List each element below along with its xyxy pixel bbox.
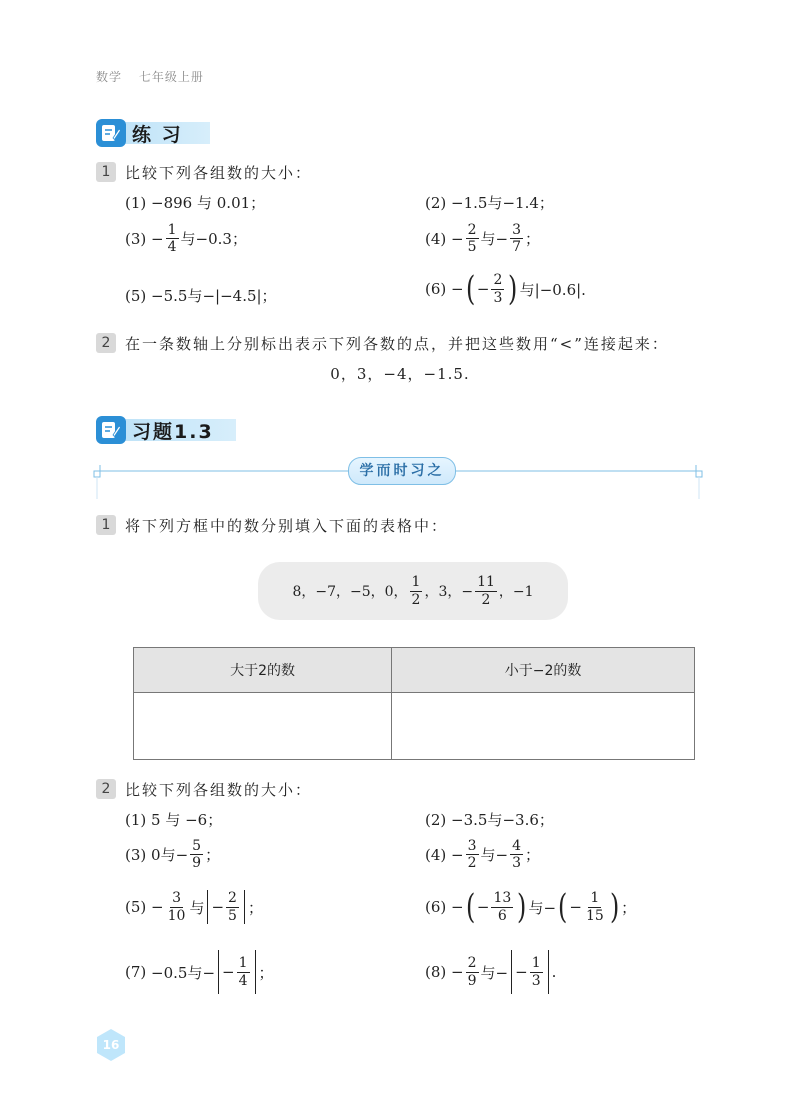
fraction: [166, 890, 188, 923]
practice-item-4: [425, 222, 540, 255]
left-paren: (: [465, 887, 475, 927]
item-text: −: [569, 898, 582, 916]
question-text-2: 比较下列各组数的大小：: [125, 781, 313, 799]
item-text: −: [151, 898, 164, 916]
number-box: [258, 562, 568, 620]
item-label: (2): [425, 193, 447, 212]
item-label: (5): [125, 286, 147, 305]
denominator: 3: [512, 855, 522, 872]
exercise-item-7: [125, 950, 274, 994]
practice-item-6: [425, 269, 586, 309]
right-paren: ): [508, 269, 518, 309]
item-text: .: [551, 963, 557, 981]
item-label: (6): [425, 280, 447, 298]
question-text-1: 比较下列各组数的大小：: [125, 164, 313, 182]
denominator: 9: [192, 855, 202, 872]
fraction: [475, 574, 497, 607]
item-text: −5.5与−|−4.5|；: [151, 287, 277, 305]
right-paren: ): [609, 887, 620, 927]
numerator: 3: [172, 890, 181, 907]
denominator: 2: [481, 591, 491, 608]
number-list: 0，3，−4，−1.5.: [330, 365, 470, 383]
item-label: (3): [125, 845, 147, 864]
fraction: [584, 890, 606, 923]
question-text-1: 将下列方框中的数分别填入下面的表格中：: [125, 517, 449, 535]
denominator: 5: [467, 239, 477, 256]
denominator: 15: [585, 907, 604, 924]
question-text-2: 在一条数轴上分别标出表示下列各数的点，并把这些数用“<”连接起来：: [125, 335, 669, 353]
left-paren: (: [558, 887, 568, 927]
numerator: 5: [192, 838, 202, 854]
page-number: 16: [102, 1038, 120, 1052]
table-cell-less[interactable]: [392, 693, 695, 760]
item-text: 与|−0.6|.: [519, 280, 586, 299]
exercise-title: 习题1.3: [122, 419, 236, 441]
pencil-note-icon: [96, 119, 126, 147]
practice-item-5: [125, 285, 277, 306]
numerator: 2: [228, 890, 237, 907]
denominator: 6: [497, 907, 507, 924]
item-label: (2): [425, 810, 447, 829]
table-header-less: 小于−2的数: [392, 648, 695, 693]
item-text: −896 与 0.01；: [151, 194, 266, 212]
box-text: 8，−7，−5，0，: [292, 584, 408, 600]
item-text: −: [151, 229, 164, 248]
item-text: ；: [258, 963, 274, 982]
item-text: 与−: [480, 963, 509, 982]
item-text: ；: [247, 898, 263, 917]
item-label: (4): [425, 229, 447, 248]
numerator: 1: [238, 955, 248, 972]
item-text: −: [476, 280, 490, 298]
item-text: −0.5与−: [151, 963, 216, 982]
item-text: −: [451, 280, 464, 298]
item-text: ；: [205, 846, 221, 865]
abs-bar-left: [511, 950, 512, 994]
item-text: 5 与 −6；: [151, 811, 223, 829]
exercise-item-4: [425, 838, 540, 871]
left-paren: (: [465, 269, 475, 309]
exercise-heading: [96, 416, 236, 444]
box-text: ，−1: [498, 584, 534, 600]
practice-title: 练 习: [122, 122, 210, 144]
denominator: 2: [467, 855, 477, 872]
denominator: 10: [167, 907, 186, 924]
numerator: 2: [467, 955, 477, 972]
item-label: (8): [425, 963, 447, 981]
fraction: [491, 890, 513, 923]
numerator: 13: [493, 890, 512, 907]
numerator: 1: [167, 222, 177, 238]
item-text: 与−: [480, 230, 509, 249]
fraction: [190, 838, 203, 871]
numerator: 4: [512, 838, 522, 854]
item-text: 与−: [480, 846, 509, 865]
abs-bar-right: [255, 950, 256, 994]
fraction: [491, 272, 504, 305]
numerator: 3: [512, 222, 522, 238]
numerator: 11: [477, 574, 495, 591]
table-header-greater: 大于2的数: [134, 648, 392, 693]
question-number-1: 1: [96, 515, 116, 535]
denominator: 3: [493, 289, 503, 306]
item-text: ；: [525, 846, 541, 865]
fraction: [226, 890, 239, 923]
practice-heading: [96, 119, 210, 147]
header-grade: 七年级上册: [138, 70, 204, 84]
fraction: [166, 222, 179, 255]
fraction: [466, 222, 479, 255]
numerator: 1: [531, 955, 541, 972]
exercise-item-6: [425, 887, 637, 927]
item-label: (7): [125, 963, 147, 981]
item-label: (1): [125, 810, 147, 829]
numerator: 2: [493, 272, 503, 289]
item-text: −: [476, 898, 490, 916]
exercise-item-8: [425, 950, 556, 994]
item-text: −: [515, 963, 528, 981]
fraction: [530, 955, 543, 988]
classification-table: [133, 647, 695, 760]
practice-item-3: [125, 222, 247, 255]
fraction: [410, 574, 423, 607]
abs-bar-left: [218, 950, 219, 994]
question-number-2: 2: [96, 333, 116, 353]
denominator: 2: [411, 591, 421, 608]
table-cell-greater[interactable]: [134, 693, 392, 760]
abs-bar-right: [548, 950, 549, 994]
item-text: −: [451, 845, 464, 864]
practice-item-1: [125, 192, 265, 213]
item-label: (3): [125, 229, 147, 248]
exercise-item-2: [425, 809, 554, 830]
item-text: −: [451, 898, 464, 916]
numerator: 1: [411, 574, 421, 591]
item-text: −1.5与−1.4；: [451, 194, 554, 212]
fraction: [237, 955, 250, 988]
practice-item-2: [425, 192, 554, 213]
item-text: 0与−: [151, 846, 189, 865]
denominator: 4: [167, 239, 177, 256]
item-label: (6): [425, 898, 447, 916]
denominator: 4: [238, 972, 248, 989]
pencil-note-icon: [96, 416, 126, 444]
header-subject: 数学: [96, 70, 123, 84]
abs-bar-left: [207, 890, 208, 924]
item-text: 与: [189, 898, 205, 917]
question-number-1: 1: [96, 162, 116, 182]
fraction: [466, 955, 479, 988]
running-header: [96, 68, 204, 85]
item-text: −3.5与−3.6；: [451, 811, 554, 829]
right-paren: ): [517, 887, 527, 927]
denominator: 3: [531, 972, 541, 989]
exercise-item-3: [125, 838, 220, 871]
fraction: [466, 838, 479, 871]
item-text: 与−0.3；: [180, 230, 247, 249]
numerator: 3: [467, 838, 477, 854]
page-number-badge: [95, 1028, 127, 1062]
denominator: 7: [512, 239, 522, 256]
item-text: 与−: [528, 898, 557, 917]
numerator: 2: [467, 222, 477, 238]
item-text: −: [222, 963, 235, 981]
abs-bar-right: [244, 890, 245, 924]
item-label: (5): [125, 898, 147, 916]
item-label: (1): [125, 193, 147, 212]
numerator: 1: [590, 890, 600, 907]
item-text: ；: [621, 898, 637, 917]
question-number-2: 2: [96, 779, 116, 799]
section-badge: 学而时习之: [348, 457, 456, 485]
exercise-item-1: [125, 809, 222, 830]
item-text: −: [451, 963, 464, 981]
item-label: (4): [425, 845, 447, 864]
item-text: ；: [525, 230, 541, 249]
fraction: [510, 838, 523, 871]
item-text: −: [451, 229, 464, 248]
item-text: −: [211, 898, 225, 916]
denominator: 5: [228, 907, 237, 924]
exercise-item-5: [125, 890, 263, 924]
fraction: [510, 222, 523, 255]
denominator: 9: [467, 972, 477, 989]
box-text: ，3，−: [424, 584, 474, 600]
